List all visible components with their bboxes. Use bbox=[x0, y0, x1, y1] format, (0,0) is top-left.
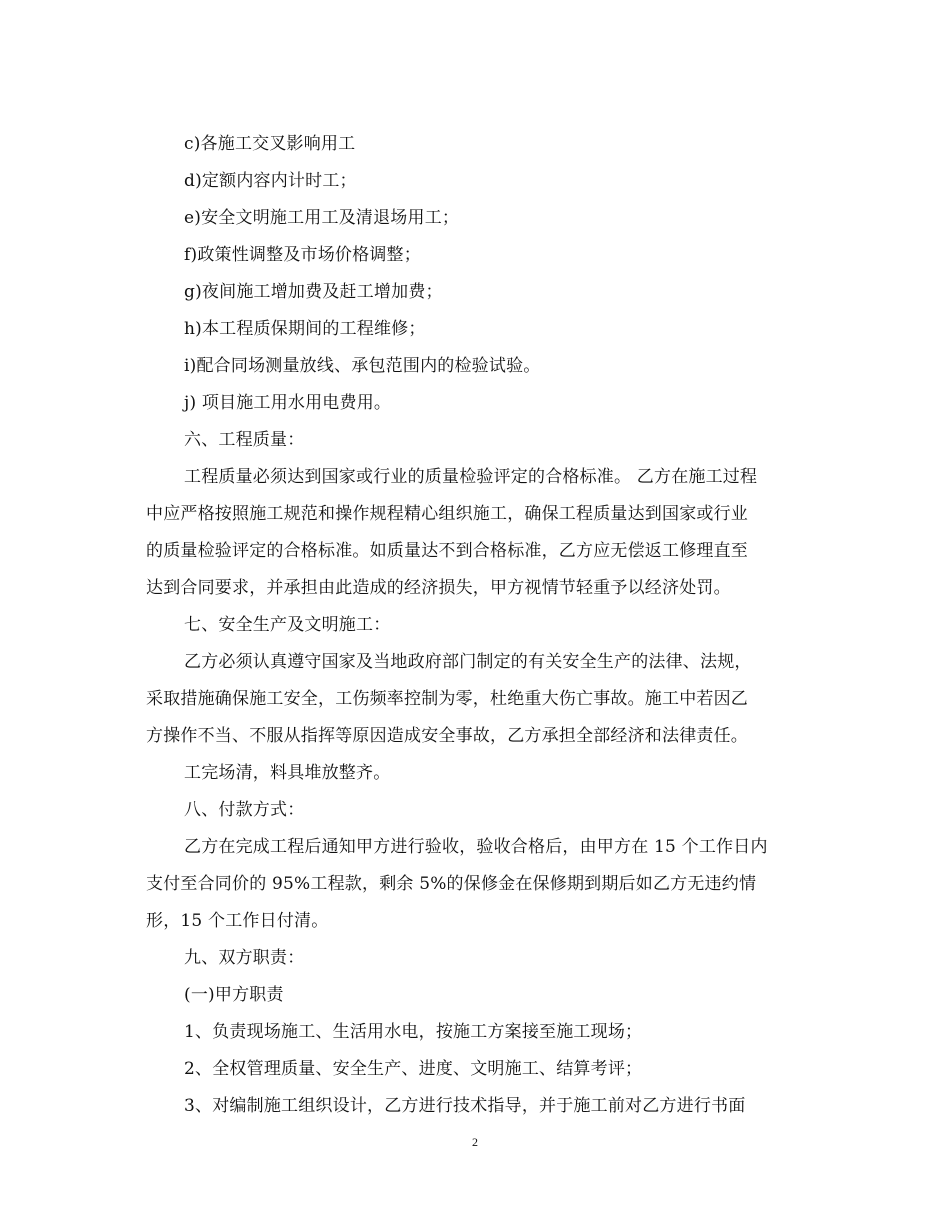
paragraph-line: 工完场清，料具堆放整齐。 bbox=[184, 763, 391, 783]
paragraph-line: 工程质量必须达到国家或行业的质量检验评定的合格标准。 乙方在施工过程 bbox=[184, 467, 758, 487]
list-item: g)夜间施工增加费及赶工增加费； bbox=[184, 282, 443, 302]
page-number: 2 bbox=[472, 1135, 478, 1149]
paragraph-line: 乙方在完成工程后通知甲方进行验收，验收合格后，由甲方在 15 个工作日内 bbox=[184, 837, 768, 857]
list-item: 1、负责现场施工、生活用水电，按施工方案接至施工现场； bbox=[184, 1022, 643, 1042]
list-item: j) 项目施工用水用电费用。 bbox=[184, 393, 392, 413]
section-heading-safety: 七、安全生产及文明施工： bbox=[184, 615, 391, 635]
paragraph-line: 乙方必须认真遵守国家及当地政府部门制定的有关安全生产的法律、法规， bbox=[184, 652, 752, 672]
list-item: e)安全文明施工用工及清退场用工； bbox=[184, 208, 460, 228]
paragraph-line: 形，15 个工作日付清。 bbox=[146, 911, 329, 931]
paragraph-line: 中应严格按照施工规范和操作规程精心组织施工，确保工程质量达到国家或行业 bbox=[146, 504, 748, 524]
paragraph-line: 达到合同要求，并承担由此造成的经济损失，甲方视情节轻重予以经济处罚。 bbox=[146, 578, 731, 598]
subsection-heading: (一)甲方职责 bbox=[184, 985, 284, 1005]
list-item: d)定额内容内计时工； bbox=[184, 171, 357, 191]
section-heading-payment: 八、付款方式： bbox=[184, 800, 305, 820]
section-heading-duties: 九、双方职责： bbox=[184, 948, 305, 968]
paragraph-line: 支付至合同价的 95%工程款，剩余 5%的保修金在保修期到期后如乙方无违约情 bbox=[146, 874, 757, 894]
list-item: i)配合同场测量放线、承包范围内的检验试验。 bbox=[184, 356, 541, 376]
list-item: 2、全权管理质量、安全生产、进度、文明施工、结算考评； bbox=[184, 1059, 643, 1079]
section-heading-quality: 六、工程质量： bbox=[184, 430, 305, 450]
paragraph-line: 的质量检验评定的合格标准。如质量达不到合格标准，乙方应无偿返工修理直至 bbox=[146, 541, 748, 561]
paragraph-line: 方操作不当、不服从指挥等原因造成安全事故，乙方承担全部经济和法律责任。 bbox=[146, 726, 748, 746]
list-item: 3、对编制施工组织设计，乙方进行技术指导，并于施工前对乙方进行书面 bbox=[184, 1096, 746, 1116]
list-item: f)政策性调整及市场价格调整； bbox=[184, 245, 421, 265]
list-item: c)各施工交叉影响用工 bbox=[184, 134, 356, 154]
paragraph-line: 采取措施确保施工安全，工伤频率控制为零，杜绝重大伤亡事故。施工中若因乙 bbox=[146, 689, 748, 709]
list-item: h)本工程质保期间的工程维修； bbox=[184, 319, 426, 339]
